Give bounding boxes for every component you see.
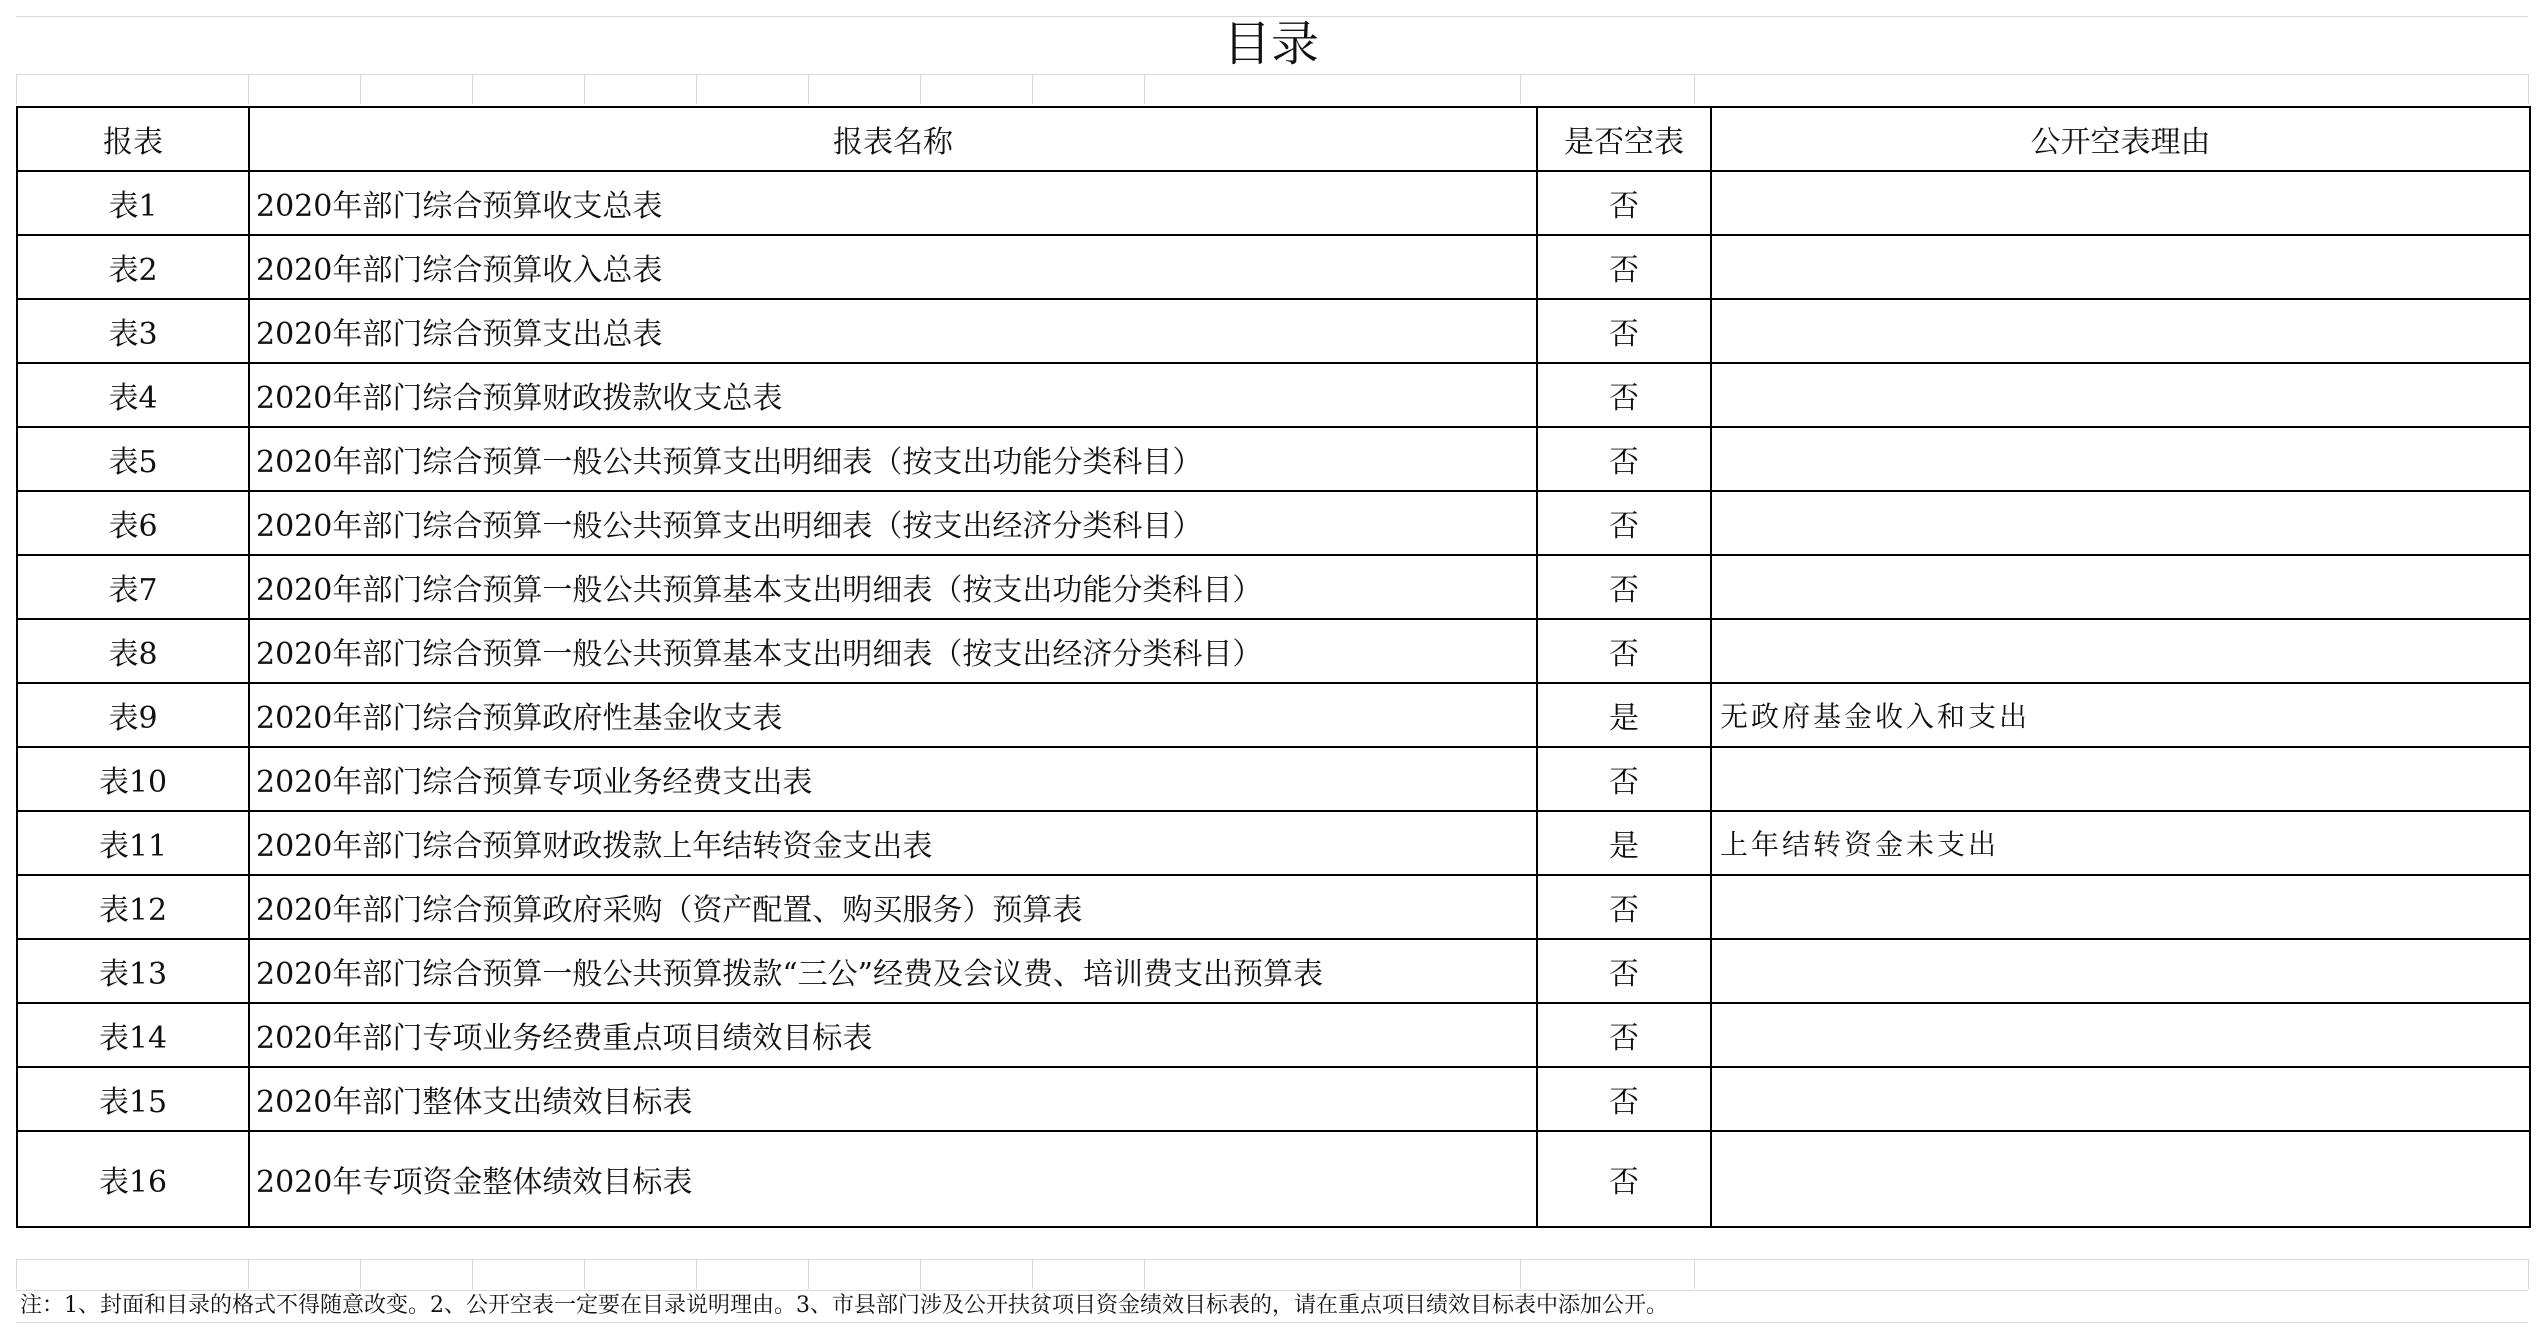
table-row	[17, 1131, 2530, 1227]
cell-id[interactable]: 表5	[17, 427, 249, 491]
page-title: 目录	[1222, 16, 1319, 72]
cell-reason[interactable]: 上年结转资金未支出	[1711, 811, 2530, 875]
cell-reason[interactable]	[1711, 619, 2530, 683]
table-row	[17, 299, 2530, 363]
grid-line	[16, 1259, 17, 1289]
cell-reason[interactable]	[1711, 171, 2530, 235]
cell-reason[interactable]	[1711, 235, 2530, 299]
table-row	[17, 939, 2530, 1003]
grid-line	[248, 74, 249, 104]
cell-reason[interactable]	[1711, 299, 2530, 363]
cell-id[interactable]: 表14	[17, 1003, 249, 1067]
cell-is-empty[interactable]: 否	[1537, 491, 1711, 555]
cell-reason[interactable]	[1711, 1003, 2530, 1067]
cell-reason[interactable]	[1711, 1131, 2530, 1227]
cell-reason[interactable]	[1711, 875, 2530, 939]
cell-reason[interactable]	[1711, 939, 2530, 1003]
cell-name[interactable]: 2020年部门综合预算支出总表	[249, 299, 1537, 363]
cell-name[interactable]: 2020年部门综合预算财政拨款收支总表	[249, 363, 1537, 427]
cell-name[interactable]: 2020年部门综合预算专项业务经费支出表	[249, 747, 1537, 811]
cell-name[interactable]: 2020年专项资金整体绩效目标表	[249, 1131, 1537, 1227]
grid-line	[584, 74, 585, 104]
grid-line	[16, 1322, 2528, 1323]
cell-is-empty[interactable]: 否	[1537, 1131, 1711, 1227]
cell-is-empty[interactable]: 否	[1537, 299, 1711, 363]
grid-line	[920, 1259, 921, 1289]
cell-reason[interactable]	[1711, 427, 2530, 491]
cell-reason[interactable]	[1711, 1067, 2530, 1131]
grid-line	[1144, 74, 1145, 104]
grid-line	[696, 74, 697, 104]
cell-id[interactable]: 表9	[17, 683, 249, 747]
cell-id[interactable]: 表7	[17, 555, 249, 619]
grid-line	[16, 74, 2528, 75]
cell-id[interactable]: 表1	[17, 171, 249, 235]
table-row	[17, 747, 2530, 811]
table-row	[17, 491, 2530, 555]
cell-id[interactable]: 表3	[17, 299, 249, 363]
grid-line	[1032, 1259, 1033, 1289]
cell-reason[interactable]	[1711, 747, 2530, 811]
header-name[interactable]: 报表名称	[249, 107, 1537, 171]
cell-is-empty[interactable]: 是	[1537, 811, 1711, 875]
cell-is-empty[interactable]: 否	[1537, 619, 1711, 683]
cell-id[interactable]: 表15	[17, 1067, 249, 1131]
cell-is-empty[interactable]: 否	[1537, 171, 1711, 235]
grid-line	[2528, 74, 2529, 104]
cell-reason[interactable]	[1711, 555, 2530, 619]
grid-line	[2528, 1259, 2529, 1289]
grid-line	[248, 1259, 249, 1289]
grid-line	[1144, 1259, 1145, 1289]
table-row	[17, 235, 2530, 299]
cell-reason[interactable]	[1711, 363, 2530, 427]
cell-id[interactable]: 表4	[17, 363, 249, 427]
cell-name[interactable]: 2020年部门综合预算收支总表	[249, 171, 1537, 235]
cell-name[interactable]: 2020年部门综合预算一般公共预算基本支出明细表（按支出经济分类科目）	[249, 619, 1537, 683]
cell-name[interactable]: 2020年部门综合预算一般公共预算基本支出明细表（按支出功能分类科目）	[249, 555, 1537, 619]
cell-is-empty[interactable]: 否	[1537, 363, 1711, 427]
grid-line	[16, 74, 17, 104]
cell-reason[interactable]	[1711, 491, 2530, 555]
cell-id[interactable]: 表2	[17, 235, 249, 299]
table-row	[17, 363, 2530, 427]
cell-id[interactable]: 表12	[17, 875, 249, 939]
cell-id[interactable]: 表16	[17, 1131, 249, 1227]
grid-line	[808, 74, 809, 104]
grid-line	[1520, 1259, 1521, 1289]
cell-id[interactable]: 表13	[17, 939, 249, 1003]
cell-is-empty[interactable]: 否	[1537, 1003, 1711, 1067]
table-row	[17, 683, 2530, 747]
cell-name[interactable]: 2020年部门综合预算政府性基金收支表	[249, 683, 1537, 747]
table-row	[17, 811, 2530, 875]
cell-name[interactable]: 2020年部门综合预算一般公共预算支出明细表（按支出经济分类科目）	[249, 491, 1537, 555]
grid-line	[1694, 74, 1695, 104]
table-row	[17, 619, 2530, 683]
table-row	[17, 1003, 2530, 1067]
grid-line	[1694, 1259, 1695, 1289]
grid-line	[16, 1259, 2528, 1260]
table-row	[17, 875, 2530, 939]
cell-id[interactable]: 表6	[17, 491, 249, 555]
cell-name[interactable]: 2020年部门综合预算一般公共预算支出明细表（按支出功能分类科目）	[249, 427, 1537, 491]
header-is-empty[interactable]: 是否空表	[1537, 107, 1711, 171]
cell-name[interactable]: 2020年部门综合预算一般公共预算拨款“三公”经费及会议费、培训费支出预算表	[249, 939, 1537, 1003]
grid-line	[1520, 74, 1521, 104]
catalog-table	[16, 106, 2531, 1228]
cell-id[interactable]: 表10	[17, 747, 249, 811]
grid-line	[360, 1259, 361, 1289]
grid-line	[360, 74, 361, 104]
header-reason[interactable]: 公开空表理由	[1711, 107, 2530, 171]
grid-line	[472, 1259, 473, 1289]
grid-line	[808, 1259, 809, 1289]
grid-line	[696, 1259, 697, 1289]
cell-is-empty[interactable]: 否	[1537, 875, 1711, 939]
header-row	[17, 107, 2530, 171]
cell-name[interactable]: 2020年部门专项业务经费重点项目绩效目标表	[249, 1003, 1537, 1067]
cell-is-empty[interactable]: 否	[1537, 939, 1711, 1003]
cell-id[interactable]: 表8	[17, 619, 249, 683]
cell-name[interactable]: 2020年部门综合预算财政拨款上年结转资金支出表	[249, 811, 1537, 875]
footnote: 注：1、封面和目录的格式不得随意改变。2、公开空表一定要在目录说明理由。3、市县部门涉及公开扶贫项目资金绩效目标表的，请在重点项目绩效目标表中添加公开。	[20, 1293, 1668, 1318]
cell-is-empty[interactable]: 是	[1537, 683, 1711, 747]
grid-line	[920, 74, 921, 104]
grid-line	[1032, 74, 1033, 104]
table-row	[17, 555, 2530, 619]
table-row	[17, 1067, 2530, 1131]
grid-line	[472, 74, 473, 104]
cell-is-empty[interactable]: 否	[1537, 235, 1711, 299]
cell-name[interactable]: 2020年部门综合预算政府采购（资产配置、购买服务）预算表	[249, 875, 1537, 939]
cell-reason[interactable]: 无政府基金收入和支出	[1711, 683, 2530, 747]
cell-is-empty[interactable]: 否	[1537, 427, 1711, 491]
cell-name[interactable]: 2020年部门综合预算收入总表	[249, 235, 1537, 299]
cell-is-empty[interactable]: 否	[1537, 1067, 1711, 1131]
cell-is-empty[interactable]: 否	[1537, 747, 1711, 811]
cell-name[interactable]: 2020年部门整体支出绩效目标表	[249, 1067, 1537, 1131]
cell-id[interactable]: 表11	[17, 811, 249, 875]
grid-line	[584, 1259, 585, 1289]
table-row	[17, 427, 2530, 491]
header-id[interactable]: 报表	[17, 107, 249, 171]
cell-is-empty[interactable]: 否	[1537, 555, 1711, 619]
table-row	[17, 171, 2530, 235]
